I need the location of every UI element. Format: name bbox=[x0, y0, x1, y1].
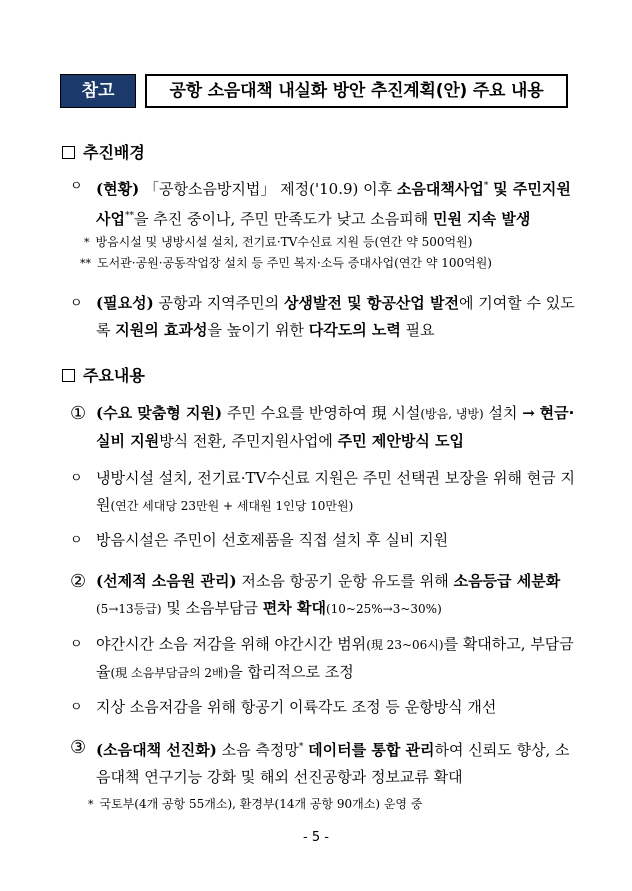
bullet-current-status: ㅇ (현황) 「공항소음방지법」 제정('10.9) 이후 소음대책사업* 및 주민지원 사업**을 추진 중이나, 주민 만족도가 낮고 소음피해 민원 지속 발생 bbox=[70, 173, 580, 233]
bullet-soundproof-reimbursement: ㅇ 방음시설은 주민이 선호제품을 직접 설치 후 실비 지원 bbox=[70, 527, 580, 554]
section-heading-main-content: 주요내용 bbox=[62, 363, 145, 386]
bullet-marker: ㅇ bbox=[70, 179, 83, 194]
bullet-marker: ㅇ bbox=[70, 637, 83, 652]
footnote-measurement-network: * 국토부(4개 공항 55개소), 환경부(14개 공항 90개소) 운영 중 bbox=[88, 797, 423, 811]
number-marker-1: ① bbox=[70, 403, 87, 424]
reference-tag: 참고 bbox=[60, 74, 136, 108]
bullet-marker: ㅇ bbox=[70, 700, 83, 715]
document-title: 공항 소음대책 내실화 방안 추진계획(안) 주요 내용 bbox=[145, 74, 568, 108]
point-demand-support: ① (수요 맞춤형 지원) 주민 수요를 반영하여 現 시설(방음, 냉방) 설치 → 현금·실비 지원방식 전환, 주민지원사업에 주민 제안방식 도입 bbox=[70, 400, 580, 455]
bullet-marker: ㅇ bbox=[70, 533, 83, 548]
number-marker-2: ② bbox=[70, 571, 87, 592]
point-advanced-noise-measures: ③ (소음대책 선진화) 소음 측정망* 데이터를 통합 관리하여 신뢰도 향상, 소음대책 연구기능 강화 및 해외 선진공항과 정보교류 확대 bbox=[70, 734, 580, 791]
bullet-necessity: ㅇ (필요성) 공항과 지역주민의 상생발전 및 항공산업 발전에 기여할 수 있도록 지원의 효과성을 높이기 위한 다각도의 노력 필요 bbox=[70, 290, 580, 344]
bullet-cash-support: ㅇ 냉방시설 설치, 전기료·TV수신료 지원은 주민 선택권 보장을 위해 현금 지원(연간 세대당 23만원 + 세대원 1인당 10만원) bbox=[70, 465, 580, 520]
section-heading-background: 추진배경 bbox=[62, 140, 145, 163]
document-header bbox=[60, 74, 568, 108]
bullet-marker: ㅇ bbox=[70, 471, 83, 486]
bullet-night-noise: ㅇ 야간시간 소음 저감을 위해 야간시간 범위(現 23~06시)를 확대하고, 부담금율(現 소음부담금의 2배)을 합리적으로 조정 bbox=[70, 631, 580, 687]
footnote-welfare: ** 도서관·공원·공동작업장 설치 등 주민 복지·소득 증대사업(연간 약 100억원) bbox=[80, 256, 492, 270]
number-marker-3: ③ bbox=[70, 737, 87, 758]
footnote-soundproofing: * 방음시설 및 냉방시설 설치, 전기료·TV수신료 지원 등(연간 약 500억원) bbox=[84, 235, 473, 249]
bullet-ground-noise: ㅇ 지상 소음저감을 위해 항공기 이륙각도 조정 등 운항방식 개선 bbox=[70, 694, 580, 721]
point-noise-source-management: ② (선제적 소음원 관리) 저소음 항공기 운항 유도를 위해 소음등급 세분화(5→13등급) 및 소음부담금 편차 확대(10~25%→3~30%) bbox=[70, 568, 580, 623]
checkbox-square-icon bbox=[62, 146, 75, 159]
page-number: - 5 - bbox=[303, 830, 329, 845]
checkbox-square-icon bbox=[62, 369, 75, 382]
bullet-marker: ㅇ bbox=[70, 296, 83, 311]
